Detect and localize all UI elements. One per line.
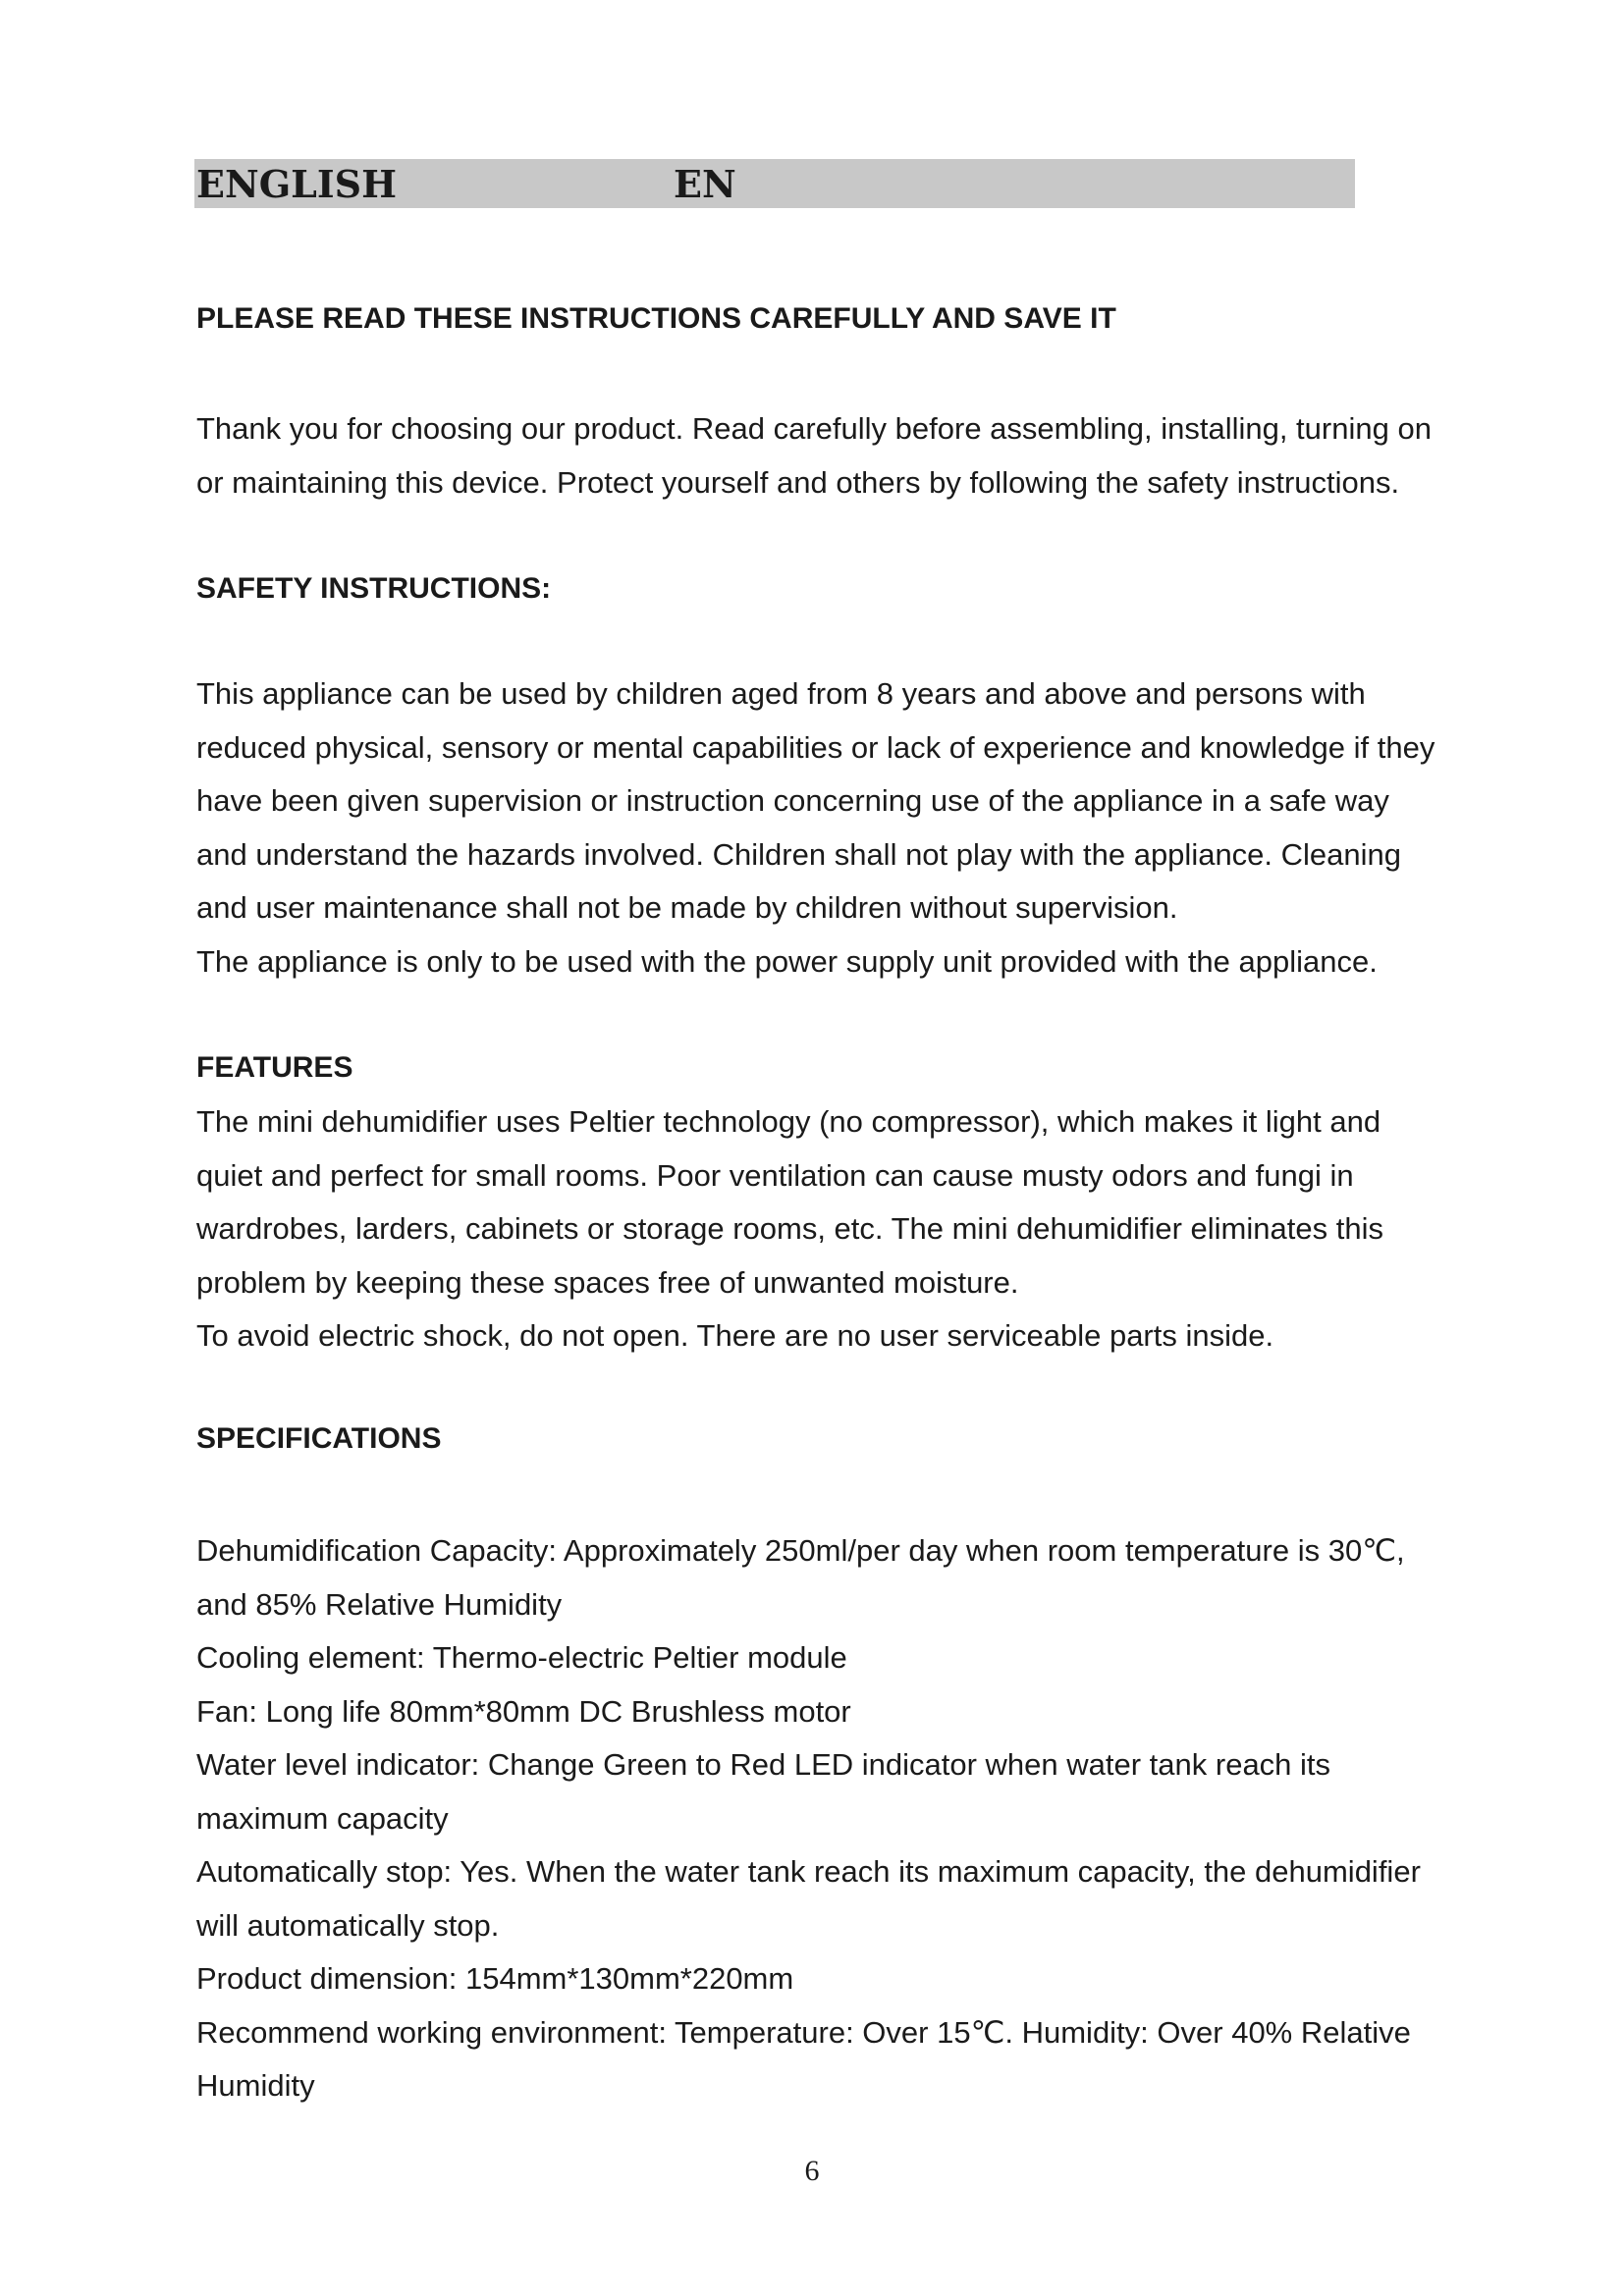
spec-line: Product dimension: 154mm*130mm*220mm	[196, 1961, 794, 1996]
spec-line: Water level indicator: Change Green to Red LED indicator when water tank reach its	[196, 1747, 1331, 1782]
features-line: quiet and perfect for small rooms. Poor ventilation can cause musty odors and fungi in	[196, 1157, 1354, 1193]
safety-heading: SAFETY INSTRUCTIONS:	[196, 572, 552, 605]
intro-paragraph	[196, 402, 1473, 509]
features-line: problem by keeping these spaces free of unwanted moisture.	[196, 1264, 1019, 1300]
spec-line: will automatically stop.	[196, 1907, 500, 1943]
features-heading: FEATURES	[196, 1051, 353, 1084]
language-label: ENGLISH	[196, 162, 397, 206]
specifications-list	[196, 1524, 1473, 2113]
safety-line: and user maintenance shall not be made by children without supervision.	[196, 890, 1178, 925]
intro-line: or maintaining this device. Protect yourself and others by following the safety instructions.	[196, 464, 1400, 500]
spec-line: maximum capacity	[196, 1800, 449, 1836]
safety-line: have been given supervision or instruction concerning use of the appliance in a safe way	[196, 783, 1389, 818]
features-line: The mini dehumidifier uses Peltier technology (no compressor), which makes it light and	[196, 1104, 1381, 1139]
language-code: EN	[674, 162, 736, 206]
safety-line: reduced physical, sensory or mental capabilities or lack of experience and knowledge if they	[196, 729, 1435, 765]
spec-line: Humidity	[196, 2068, 315, 2103]
spec-line: Dehumidification Capacity: Approximately 250ml/per day when room temperature is 30℃,	[196, 1533, 1405, 1568]
spec-line: Recommend working environment: Temperature: Over 15℃. Humidity: Over 40% Relative	[196, 2014, 1411, 2050]
safety-line: and understand the hazards involved. Children shall not play with the appliance. Cleaning	[196, 836, 1402, 872]
safety-paragraph	[196, 667, 1473, 988]
spec-line: Automatically stop: Yes. When the water tank reach its maximum capacity, the dehumidifier	[196, 1854, 1421, 1889]
intro-heading: PLEASE READ THESE INSTRUCTIONS CAREFULLY AND SAVE IT	[196, 302, 1116, 335]
spec-line: Fan: Long life 80mm*80mm DC Brushless motor	[196, 1693, 851, 1729]
specifications-heading: SPECIFICATIONS	[196, 1422, 442, 1455]
intro-line: Thank you for choosing our product. Read carefully before assembling, installing, turning on	[196, 411, 1432, 446]
features-paragraph	[196, 1095, 1473, 1363]
spec-line: Cooling element: Thermo-electric Peltier module	[196, 1640, 847, 1675]
language-header-bar	[194, 159, 1355, 208]
safety-line: This appliance can be used by children aged from 8 years and above and persons with	[196, 676, 1366, 711]
spec-line: and 85% Relative Humidity	[196, 1586, 563, 1622]
page-number: 6	[804, 2155, 820, 2187]
features-line: To avoid electric shock, do not open. There are no user serviceable parts inside.	[196, 1318, 1274, 1353]
features-line: wardrobes, larders, cabinets or storage rooms, etc. The mini dehumidifier eliminates this	[196, 1211, 1383, 1246]
safety-line: The appliance is only to be used with the power supply unit provided with the appliance.	[196, 943, 1378, 979]
